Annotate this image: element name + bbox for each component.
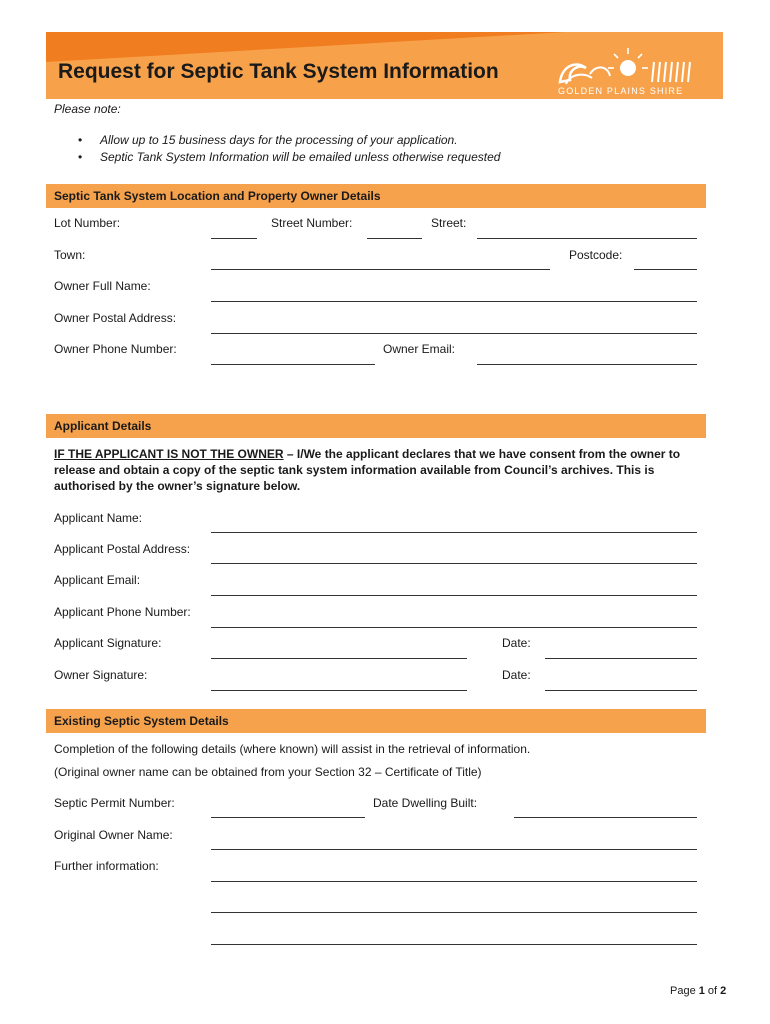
further-information-line-3[interactable] bbox=[211, 944, 697, 945]
town-field[interactable] bbox=[211, 269, 550, 270]
owner-full-name-field[interactable] bbox=[211, 301, 697, 302]
notes-list bbox=[72, 132, 500, 166]
section-applicant-heading: Applicant Details bbox=[46, 414, 706, 438]
please-note-label: Please note: bbox=[54, 102, 121, 116]
owner-phone-field[interactable] bbox=[211, 364, 375, 365]
consent-statement bbox=[54, 446, 704, 494]
postcode-field[interactable] bbox=[634, 269, 697, 270]
owner-postal-address-field[interactable] bbox=[211, 333, 697, 334]
owner-phone-label: Owner Phone Number: bbox=[54, 342, 177, 356]
section-location-owner-heading: Septic Tank System Location and Property Owner Details bbox=[46, 184, 706, 208]
septic-permit-number-label: Septic Permit Number: bbox=[54, 796, 175, 810]
page-current: 1 bbox=[698, 985, 705, 997]
street-number-label: Street Number: bbox=[271, 216, 353, 230]
lot-number-label: Lot Number: bbox=[54, 216, 121, 230]
owner-date-label: Date: bbox=[502, 668, 531, 682]
form-title: Request for Septic Tank System Information bbox=[58, 60, 499, 83]
applicant-email-field[interactable] bbox=[211, 595, 697, 596]
owner-email-field[interactable] bbox=[477, 364, 697, 365]
page-prefix: Page bbox=[670, 985, 699, 997]
original-owner-name-label: Original Owner Name: bbox=[54, 828, 173, 842]
existing-system-note: (Original owner name can be obtained from your Section 32 – Certificate of Title) bbox=[54, 765, 482, 779]
applicant-date-field[interactable] bbox=[545, 658, 697, 659]
postcode-label: Postcode: bbox=[569, 248, 623, 262]
applicant-signature-label: Applicant Signature: bbox=[54, 636, 162, 650]
existing-system-intro: Completion of the following details (where known) will assist in the retrieval of information. bbox=[54, 742, 531, 756]
owner-signature-label: Owner Signature: bbox=[54, 668, 148, 682]
note-item: • Allow up to 15 business days for the processing of your application. bbox=[72, 132, 500, 149]
town-label: Town: bbox=[54, 248, 86, 262]
street-number-field[interactable] bbox=[367, 238, 422, 239]
applicant-phone-label: Applicant Phone Number: bbox=[54, 605, 191, 619]
applicant-postal-address-label: Applicant Postal Address: bbox=[54, 542, 191, 556]
original-owner-name-field[interactable] bbox=[211, 849, 697, 850]
owner-date-field[interactable] bbox=[545, 690, 697, 691]
further-information-line-2[interactable] bbox=[211, 912, 697, 913]
owner-signature-field[interactable] bbox=[211, 690, 467, 691]
applicant-phone-field[interactable] bbox=[211, 627, 697, 628]
logo-text: GOLDEN PLAINS SHIRE bbox=[558, 86, 684, 96]
street-field[interactable] bbox=[477, 238, 697, 239]
lot-number-field[interactable] bbox=[211, 238, 257, 239]
date-dwelling-built-field[interactable] bbox=[514, 817, 697, 818]
further-information-label: Further information: bbox=[54, 859, 159, 873]
page-number bbox=[670, 985, 726, 997]
applicant-signature-field[interactable] bbox=[211, 658, 467, 659]
street-label: Street: bbox=[431, 216, 467, 230]
applicant-name-field[interactable] bbox=[211, 532, 697, 533]
owner-full-name-label: Owner Full Name: bbox=[54, 279, 151, 293]
page-total: 2 bbox=[720, 985, 727, 997]
applicant-name-label: Applicant Name: bbox=[54, 511, 143, 525]
note-item: • Septic Tank System Information will be emailed unless otherwise requested bbox=[72, 149, 500, 166]
page-mid: of bbox=[704, 985, 721, 997]
applicant-date-label: Date: bbox=[502, 636, 531, 650]
consent-underlined-text: IF THE APPLICANT IS NOT THE OWNER bbox=[54, 447, 284, 461]
consent-text: – I/We the applicant declares that we have consent from the owner to release and obtain a copy of the septic tank system information available from Council’s archives. This is authorised by the owner’s signature below. bbox=[54, 447, 681, 493]
owner-email-label: Owner Email: bbox=[383, 342, 456, 356]
section-existing-system-heading: Existing Septic System Details bbox=[46, 709, 706, 733]
septic-permit-number-field[interactable] bbox=[211, 817, 365, 818]
date-dwelling-built-label: Date Dwelling Built: bbox=[373, 796, 478, 810]
further-information-line-1[interactable] bbox=[211, 881, 697, 882]
applicant-postal-address-field[interactable] bbox=[211, 563, 697, 564]
owner-postal-address-label: Owner Postal Address: bbox=[54, 311, 177, 325]
applicant-email-label: Applicant Email: bbox=[54, 573, 141, 587]
